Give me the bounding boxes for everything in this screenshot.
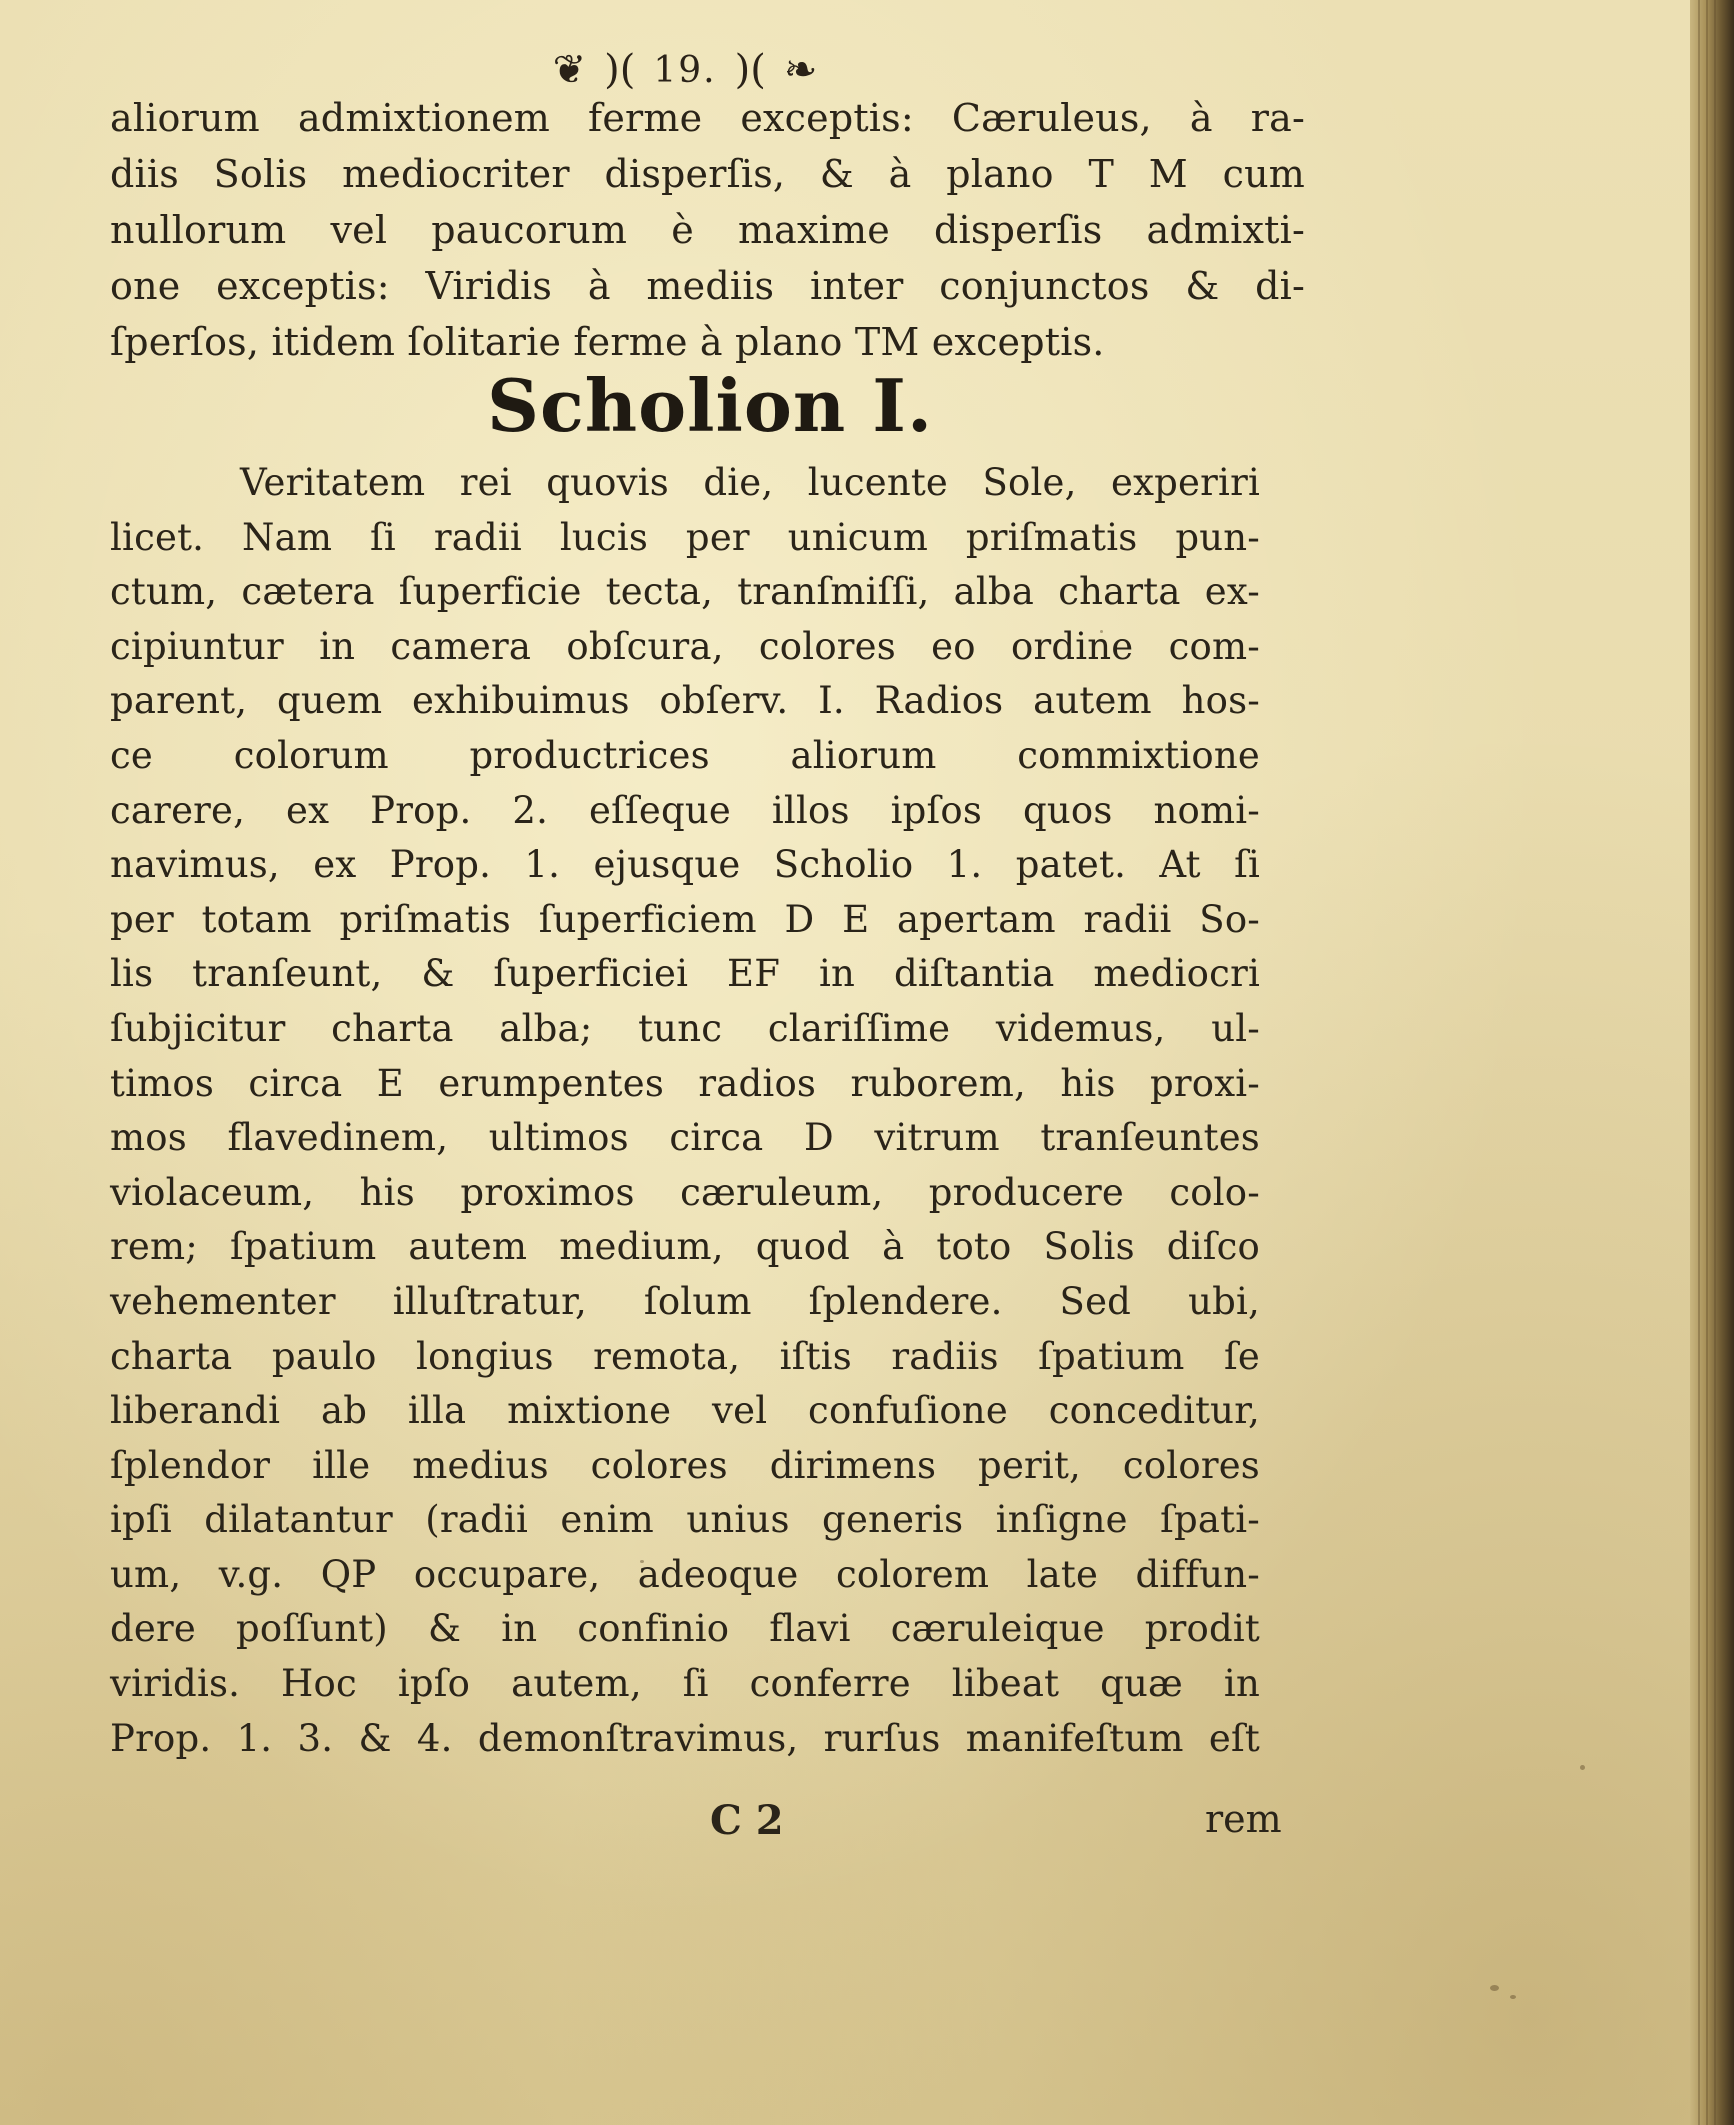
text-line: ctum, cætera ſuperficie tecta, tranſmiſſi, alba charta ex- bbox=[110, 570, 1260, 614]
text-line: licet. Nam ſi radii lucis per unicum priſmatis pun- bbox=[110, 515, 1260, 559]
scholion-paragraph bbox=[110, 456, 1260, 1766]
text-line: one exceptis: Viridis à mediis inter conjunctos & di- bbox=[110, 264, 1305, 308]
text-line: liberandi ab illa mixtione vel confuſione conceditur, bbox=[110, 1389, 1260, 1433]
text-line: per totam priſmatis ſuperficiem D E apertam radii So- bbox=[110, 897, 1260, 941]
page-edge-line bbox=[1706, 0, 1708, 2125]
page-edge-line bbox=[1698, 0, 1700, 2125]
catchword: rem bbox=[1205, 1797, 1282, 1841]
opening-paragraph bbox=[110, 90, 1305, 370]
text-line: dere poſſunt) & in confinio flavi cæruleique prodit bbox=[110, 1607, 1260, 1651]
text-line: vehementer illuſtratur, ſolum ſplendere. Sed ubi, bbox=[110, 1279, 1260, 1323]
text-line: violaceum, his proximos cæruleum, producere colo- bbox=[110, 1170, 1260, 1214]
paper-speck bbox=[1490, 1985, 1499, 1991]
text-line: navimus, ex Prop. 1. ejusque Scholio 1. patet. At ſi bbox=[110, 843, 1260, 887]
section-heading: Scholion I. bbox=[486, 363, 934, 448]
text-line: Veritatem rei quovis die, lucente Sole, experiri bbox=[240, 461, 1260, 504]
page-edge-line bbox=[1714, 0, 1716, 2125]
text-line: mos flavedinem, ultimos circa D vitrum tranſeuntes bbox=[110, 1116, 1260, 1160]
book-gutter-edge bbox=[1690, 0, 1734, 2125]
text-line: timos circa E erumpentes radios ruborem, his proxi- bbox=[110, 1061, 1260, 1105]
text-line: ſperſos, itidem ſolitarie ferme à plano TM exceptis. bbox=[110, 320, 1105, 364]
floral-ornament-icon: ❦ bbox=[552, 47, 587, 93]
text-line: charta paulo longius remota, iſtis radiis ſpatium ſe bbox=[110, 1334, 1260, 1378]
text-line: um, v.g. QP occupare, adeoque colorem late diffun- bbox=[110, 1552, 1260, 1596]
text-line: nullorum vel paucorum è maxime disperſis admixti- bbox=[110, 208, 1305, 252]
header-paren-right: )( bbox=[734, 47, 766, 93]
text-line: cipiuntur in camera obſcura, colores eo ordine com- bbox=[110, 624, 1260, 668]
paper-speck bbox=[1580, 1765, 1585, 1770]
text-line: ſplendor ille medius colores dirimens perit, colores bbox=[110, 1443, 1260, 1487]
text-line: aliorum admixtionem ferme exceptis: Cæruleus, à ra- bbox=[110, 96, 1305, 140]
text-line: Prop. 1. 3. & 4. demonſtravimus, rurſus manifeſtum eſt bbox=[110, 1716, 1260, 1760]
text-line: rem; ſpatium autem medium, quod à toto Solis diſco bbox=[110, 1225, 1260, 1269]
page-number: 19. bbox=[653, 49, 717, 91]
header-paren-left: )( bbox=[604, 47, 636, 93]
text-line: carere, ex Prop. 2. eſſeque illos ipſos quos nomi- bbox=[110, 788, 1260, 832]
text-line: ipſi dilatantur (radii enim unius generis inſigne ſpati- bbox=[110, 1498, 1260, 1542]
text-line: ſubjicitur charta alba; tunc clariſſime videmus, ul- bbox=[110, 1006, 1260, 1050]
floral-ornament-icon: ❧ bbox=[783, 47, 818, 93]
text-line: ce colorum productrices aliorum commixtione bbox=[110, 733, 1260, 777]
text-line: viridis. Hoc ipſo autem, ſi conferre libeat quæ in bbox=[110, 1662, 1260, 1706]
signature-mark: C 2 bbox=[710, 1797, 784, 1844]
text-line: diis Solis mediocriter disperſis, & à plano T M cum bbox=[110, 152, 1305, 196]
text-line: parent, quem exhibuimus obſerv. I. Radios autem hos- bbox=[110, 679, 1260, 723]
text-line: lis tranſeunt, & ſuperficiei EF in diſtantia mediocri bbox=[110, 952, 1260, 996]
paper-speck bbox=[1510, 1995, 1516, 1999]
